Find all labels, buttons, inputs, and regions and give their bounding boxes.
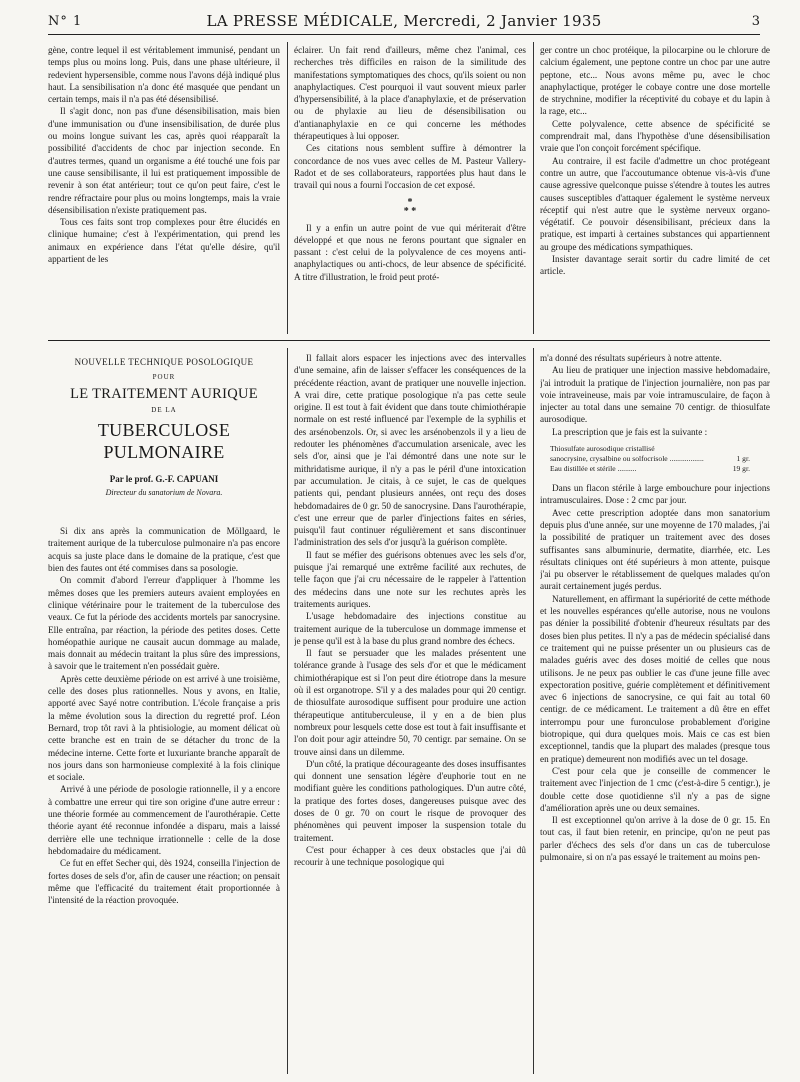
column-divider (533, 42, 534, 334)
formula-line: Thiosulfate aurosodique cristallisé (550, 444, 655, 454)
paragraph: D'un côté, la pratique décourageante des doses insuffisantes qui donnent une sensation légère d'euphorie tout en ne modifiant guère les conditions pathologiques. D'un autre côté, la pratique des fortes doses, dangereuses puisque avec des doses de 0 gr. 70 on court le risque de provoquer des phénomènes qui peuvent imposer la suspension totale du traitement. (294, 758, 526, 843)
paragraph: ger contre un choc protéique, la pilocarpine ou le chlorure de calcium également, une peptone contre un choc par une autre peptone, etc... Nous avons même pu, avec le choc anaphylactique, protéger le cobaye contre une dose mortelle de strychnine, modifier la réceptivité du cobaye et du lapin à la rage, etc... (540, 45, 770, 117)
paragraph: Insister davantage serait sortir du cadre limité de cet article. (540, 254, 770, 277)
column-divider (287, 42, 288, 334)
page-number: 3 (751, 14, 760, 29)
paragraph: Il faut se persuader que les malades présentent une tolérance grande à l'usage des sels d'or et que le médicament chimiothérapique est si l'on peut dire étiotrope dans la mesure où il est organotrope. S'il y a des malades pour qui 20 centigr. de thiosulfate aurosodique suffisent pour produire une action thérapeutique antituberculeuse, il y en a de bien plus nombreux pour lesquels cette dose est tout à fait insuffisante et l'on doit pour agir atteindre 50, 70 centigr. par semaine. On se trouve ainsi dans un dilemme. (294, 648, 526, 757)
top-column-2 (294, 44, 526, 334)
column-divider (533, 348, 534, 1074)
formula-line: sanocrysine, crysalbine ou solfocrisole .................. (550, 454, 704, 464)
article-author: Par le prof. G.-F. CAPUANI (109, 473, 219, 484)
paragraph: Il fallait alors espacer les injections avec des intervalles d'une semaine, afin de laisser s'effacer les conséquences de la précédente réaction, avant de pratiquer une nouvelle injection. A vrai dire, cette pratique posologique n'a pas cette seule origine. Il est tout à fait évident que dans toute chimiothérapie normale on est resté influencé par l'exemple de la syphilis et des arsénobenzols. Or, si avec les arsénobenzols il y a lieu de redouter les phénomènes d'accumulation arsenicale, avec les sels d'or, ainsi que je l'ai démontré dans une note sur le mithridatisme aurique, il n'y a pas le péril d'une intoxication par accumulation. Je citais, à ce sujet, le cas de quelques patients qui, pendant plusieurs années, ont reçu des doses hebdomadaires de 0 gr. 50 de sanocrysine. Dans l'aurothérapie, c'est une erreur que de parler d'injections faites en séries, puisqu'il faut continuer régulièrement et sans discontinuer l'administration des sels d'or jusqu'à la guérison complète. (294, 353, 526, 548)
paragraph: Avec cette prescription adoptée dans mon sanatorium depuis plus d'une année, sur une moyenne de 170 malades, j'ai la possibilité de pratiquer un traitement avec des doses suffisantes sans albuminurie, dermatite, diarrhée, etc. Les résultats cliniques ont été supérieurs à mon attente, puisque j'ai pu observer le rétablissement de quelques malades qu'on aurait certainement jugés perdus. (540, 507, 770, 592)
formula-row (550, 454, 770, 464)
column-divider (287, 348, 288, 1074)
paragraph: C'est pour échapper à ces deux obstacles que j'ai dû recourir à une technique posologique qui (294, 844, 526, 868)
paragraph: Au contraire, il est facile d'admettre un choc protégeant contre un autre, que l'accoutumance obtenue vis-à-vis d'une cause agressive quelconque puisse s'étendre à toutes les autres causes susceptibles d'attaquer également le système nerveux réceptif qui n'est autre que le système nerveux organo-végétatif. Ce pouvoir désensibilisant, précieux dans la pratique, est imparti à certaines substances qui appartiennent au groupe des médications sympathiques. (540, 155, 770, 252)
top-column-3 (540, 44, 770, 334)
article-de-la: DE LA (151, 406, 177, 415)
paragraph: Dans un flacon stérile à large embouchure pour injections intramusculaires. Dose : 2 cmc par jour. (540, 483, 770, 506)
paragraph: Tous ces faits sont trop complexes pour être élucidés en clinique humaine; c'est à l'expérimentation, qui prend les animaux en expérience dans l'état qu'elle désire, qu'il appartient de les (48, 217, 280, 265)
paragraph: éclairer. Un fait rend d'ailleurs, même chez l'animal, ces recherches très difficiles en raison de la similitude des manifestations symptomatiques des chocs, qu'ils soient ou non anaphylactiques. C'est pourquoi il vaut souvent mieux parler d'hypersensibilité, à la place d'anaphylaxie, et de préservation ou de phylaxie au lieu de désensibilisation ou d'antianaphylaxie en ce qui concerne les méthodes thérapeutiques à lui opposer. (294, 45, 526, 142)
paragraph: Il s'agit donc, non pas d'une désensibilisation, mais bien d'une immunisation ou d'une insensibilisation, de durée plus ou moins longue suivant les cas, après quoi réapparaît la possibilité d'accidents de choc par injection seconde. En d'autres termes, quand un organisme a été touché une fois par une cause sensibilisante, il lui est pratiquement impossible de revenir à son état antérieur; tout ce qu'on peut faire, c'est le rendre réfractaire pour plus ou moins longtemps, mais la vraie désensibilisation n'existe pratiquement pas. (48, 106, 280, 215)
paragraph: Il est exceptionnel qu'on arrive à la dose de 0 gr. 15. En tout cas, il faut bien retenir, en principe, qu'on ne peut pas parler d'échecs des sels d'or dans un cas de tuberculose pulmonaire, si on n'a pas essayé le traitement au moins pen- (540, 815, 770, 862)
article-pour: POUR (152, 373, 176, 381)
formula-row (550, 464, 770, 474)
top-column-1 (48, 44, 280, 334)
article-column-1 (48, 352, 280, 1074)
page-header (48, 10, 760, 35)
paragraph: On commit d'abord l'erreur d'appliquer à l'homme les mêmes doses que les premiers auteurs avaient employées en clinique vétérinaire pour le traitement de la tuberculose des veaux. Ce fut la période des accidents mortels par sanocrysine. Elle entraîna, par réaction, la période des petites doses. Cette homéopathie aurique ne causait aucun dommage au malade, mais donnait au médecin traitant la plus sûre des impressions, à savoir que le traitement n'en possédait guère. (48, 575, 280, 672)
formula-dose: 19 gr. (732, 464, 750, 474)
paragraph: Après cette deuxième période on est arrivé à une troisième, celle des doses plus rationnelles. Nous y avons, en Italie, apporté avec Sayé notre contribution. L'école française a pris la même évolution sous la direction du regretté prof. Léon Bernard, trop tôt ravi à la phtisiologie, au moment délicat où cette branche est en train de se détacher du tronc de la médecine interne. Cette forte et luxuriante branche apparaît de nos jours dans son harmonieuse complexité à la fois clinique et sociale. (48, 673, 280, 783)
formula-line: Eau distillée et stérile .......... (550, 464, 637, 474)
article-column-2 (294, 352, 526, 1074)
paragraph: Ces citations nous semblent suffire à démontrer la concordance de nos vues avec celles de M. Pasteur Vallery-Radot et de ses collaborateurs, rapportées plus haut dans le travail qui nous a fourni l'occasion de cet exposé. (294, 143, 526, 191)
paragraph: Il faut se méfier des guérisons obtenues avec les sels d'or, puisque j'ai remarqué une extrême facilité aux rechutes, de telle façon que j'ai cru nécessaire de le rappeler à l'attention des médecins dans une note sur les rechutes après les traitements auriques. (294, 549, 526, 609)
article-affiliation: Directeur du sanatorium de Novara. (105, 487, 223, 497)
prescription-formula (550, 444, 770, 474)
paragraph: Si dix ans après la communication de Möllgaard, le traitement aurique de la tuberculose pulmonaire n'a pas encore acquis sa juste place dans le domaine de la pratique, c'est que bien des fautes ont été commises dans sa posologie. (48, 526, 280, 574)
article-title-line2: TUBERCULOSE PULMONAIRE (97, 419, 231, 462)
paragraph: m'a donné des résultats supérieurs à notre attente. (540, 353, 722, 363)
paragraph: gène, contre lequel il est véritablement immunisé, pendant un temps plus ou moins long. Puis, dans une phase ultérieure, il redevient hypersensible, comme nous l'avons déjà indiqué plus haut. La sensibilisation n'a donc été masquée que pendant un certain temps, mais il n'a pas été désensibilisé. (48, 45, 280, 105)
article-heading (48, 356, 280, 499)
paragraph: Au lieu de pratiquer une injection massive hebdomadaire, j'ai introduit la pratique de l'injection journalière, non pas par voie intraveineuse, mais par voie intramusculaire, de façon à injecter au total dans une semaine 70 centigr. de thiosulfate aurosodique. (540, 365, 770, 425)
paragraph: La prescription que je fais est la suivante : (552, 426, 708, 437)
paragraph: Naturellement, en affirmant la supériorité de cette méthode et les nouvelles espérances qu'elle autorise, nous ne voulons pas dénier la possibilité d'obtenir d'heureux résultats par des doses bien plus petites. Il n'y a pas de médecin spécialisé dans ce traitement qui ne puisse présenter un ou plusieurs cas de malades guéris avec des doses moitié de celles que nous utilisons. Je ne peux pas oublier le cas d'une jeune fille avec expectoration positive, guérie complètement et définitivement avec 6 injections de sanocrysine, ce qui fait au total 60 centigr. de ce médicament. Le traitement a dû être en effet interrompu pour une furonculose probablement d'origine biotropique, qui dura quelques mois. Mais ce cas est bien exceptionnel, tandis que la plupart des malades (presque tous en pratique) demeurent non modifiés avec un tel dosage. (540, 593, 770, 764)
paragraph: Il y a enfin un autre point de vue qui mériterait d'être développé et que nous ne ferons pourtant que signaler en passant : c'est celui de la polyvalence de ces moyens anti-anaphylactiques ou anti-chocs, de leur absence de spécificité. A titre d'illustration, le froid peut proté- (294, 222, 526, 282)
article-title-line1: LE TRAITEMENT AURIQUE (70, 386, 258, 403)
issue-number: N° 1 (48, 14, 83, 29)
paragraph: L'usage hebdomadaire des injections constitue au traitement aurique de la tuberculose un dommage immense et je pense qu'il est à la base du plus grand nombre des échecs. (294, 611, 526, 646)
article-kicker: NOUVELLE TECHNIQUE POSOLOGIQUE (74, 357, 254, 367)
section-divider (48, 340, 770, 341)
section-separator-stars: * * * (403, 196, 417, 217)
paragraph: Cette polyvalence, cette absence de spécificité se comprendrait mal, dans l'hypothèse d'une désensibilisation vraie que l'on conçoit forcément spécifique. (540, 118, 770, 154)
paragraph: Arrivé à une période de posologie rationnelle, il y a encore à combattre une erreur qui tire son origine d'une autre erreur : une théorie formée au commencement de l'aurothérapie. Cette théorie ayant été reconnue infondée a disparu, mais a laissé derrière elle une technique irrationnelle : celle de la dose hebdomadaire du médicament. (48, 784, 280, 856)
article-column-3 (540, 352, 770, 1074)
paragraph: C'est pour cela que je conseille de commencer le traitement avec l'injection de 1 cmc (c'est-à-dire 5 centigr.), je double cette dose quotidienne s'il n'y a pas de signe d'amélioration après une ou deux semaines. (540, 765, 770, 813)
formula-dose: 1 gr. (736, 454, 750, 464)
journal-title: LA PRESSE MÉDICALE, Mercredi, 2 Janvier 1935 (206, 12, 602, 30)
paragraph: Ce fut en effet Secher qui, dès 1924, conseilla l'injection de fortes doses de sels d'or, afin de causer une réaction; on pensait même que l'efficacité du traitement était proportionnée à l'intensité de la réaction provoquée. (48, 858, 280, 906)
